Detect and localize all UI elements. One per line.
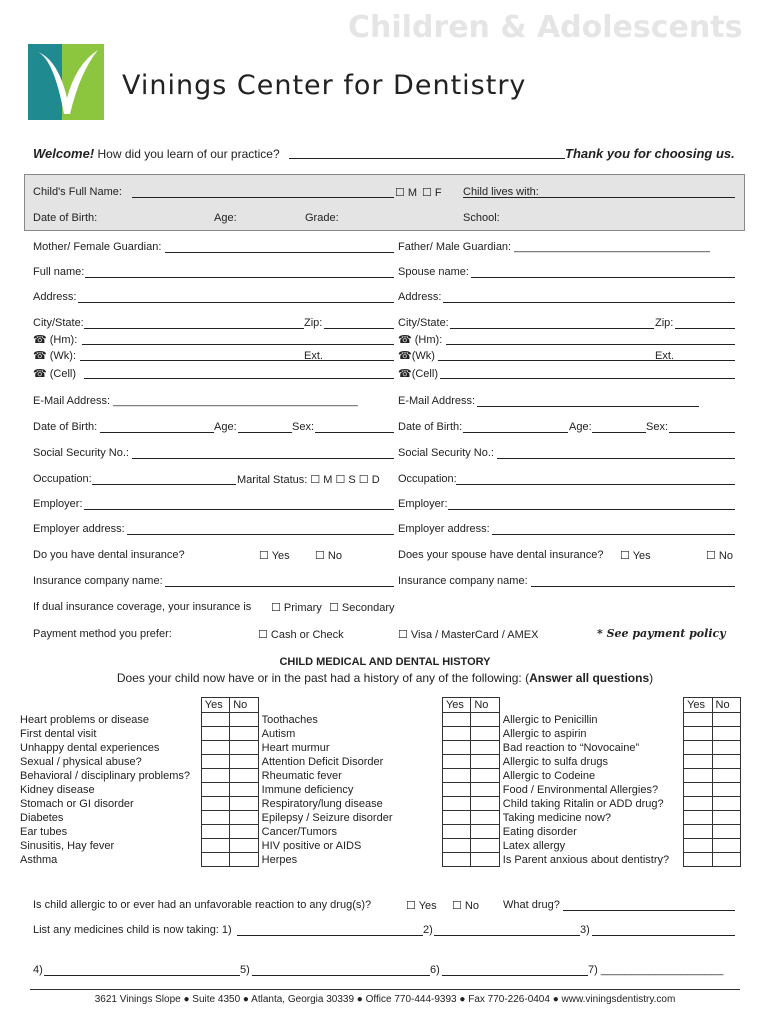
mother-cell-field[interactable] [84, 378, 394, 379]
no-checkbox[interactable] [712, 811, 741, 825]
mother-ins-company-field[interactable] [165, 586, 394, 587]
payment-method-label: Payment method you prefer: [33, 628, 172, 640]
mother-work-phone-label: ☎ (Wk): [33, 350, 77, 362]
no-checkbox[interactable] [712, 727, 741, 741]
table-row [17, 839, 741, 853]
primary-checkbox[interactable]: ☐ Primary [271, 602, 322, 614]
welcome-question: How did you learn of our practice? [97, 147, 280, 161]
yes-column-header: Yes [442, 698, 470, 713]
child-dob-label: Date of Birth: [33, 212, 98, 224]
mother-ssn-label: Social Security No.: [33, 447, 129, 459]
condition-label: Child taking Ritalin or ADD drug? [502, 797, 664, 810]
condition-label: Heart problems or disease [20, 713, 150, 726]
no-checkbox[interactable] [712, 839, 741, 853]
condition-label: Allergic to Penicillin [502, 713, 598, 726]
vinings-logo [24, 42, 104, 120]
father-label[interactable]: Father/ Male Guardian: ________________________________ [398, 241, 710, 253]
medicines-label: List any medicines child is now taking: 1) [33, 924, 232, 936]
table-row [17, 797, 741, 811]
no-checkbox[interactable] [471, 713, 499, 727]
father-occupation-field[interactable] [456, 484, 735, 485]
mother-occupation-field[interactable] [92, 484, 236, 485]
child-name-label: Child's Full Name: [33, 186, 122, 198]
yes-checkbox[interactable] [684, 769, 712, 783]
mother-home-phone-label: ☎ (Hm): [33, 334, 78, 346]
condition-label: Cancer/Tumors [261, 825, 338, 838]
footer-address: 3621 Vinings Slope ● Suite 4350 ● Atlanta, Georgia 30339 ● Office 770-444-9393 ● Fax 770-226-0404 ● www.viningsdentistry.com [94, 994, 676, 1005]
father-work-phone-field[interactable] [438, 360, 735, 361]
no-checkbox[interactable] [471, 853, 499, 867]
no-checkbox[interactable] [230, 783, 258, 797]
spouse-insurance-no[interactable]: ☐ No [706, 550, 733, 562]
father-sex-field[interactable] [669, 432, 735, 433]
condition-label: Unhappy dental experiences [20, 741, 160, 754]
footer-divider [30, 989, 740, 990]
condition-label: Heart murmur [261, 741, 330, 754]
no-checkbox[interactable] [230, 755, 258, 769]
mother-city-field[interactable] [84, 328, 304, 329]
condition-label: Is Parent anxious about dentistry? [502, 853, 670, 866]
mother-employer-field[interactable] [84, 509, 394, 510]
yes-checkbox[interactable] [201, 797, 229, 811]
practice-source-field[interactable] [289, 158, 565, 159]
payment-policy-note: * See payment policy [597, 627, 726, 640]
no-checkbox[interactable] [230, 811, 258, 825]
yes-checkbox[interactable] [201, 811, 229, 825]
no-checkbox[interactable] [471, 727, 499, 741]
spouse-insurance-yes[interactable]: ☐ Yes [620, 550, 651, 562]
yes-checkbox[interactable] [201, 727, 229, 741]
father-zip-field[interactable] [675, 328, 735, 329]
mother-insurance-yes[interactable]: ☐ Yes [259, 550, 290, 562]
yes-checkbox[interactable] [442, 769, 470, 783]
no-checkbox[interactable] [230, 741, 258, 755]
condition-label: Rheumatic fever [261, 769, 342, 782]
yes-checkbox[interactable] [442, 713, 470, 727]
marital-status[interactable]: Marital Status: ☐ M ☐ S ☐ D [237, 474, 380, 486]
thank-you-text: Thank you for choosing us. [565, 146, 735, 161]
father-employer-address-label: Employer address: [398, 523, 490, 535]
yes-checkbox[interactable] [684, 741, 712, 755]
father-email-field[interactable] [477, 406, 699, 407]
condition-label: Stomach or GI disorder [20, 797, 134, 810]
yes-checkbox[interactable] [684, 839, 712, 853]
table-row [17, 755, 741, 769]
mother-insurance-no[interactable]: ☐ No [315, 550, 342, 562]
yes-checkbox[interactable] [684, 811, 712, 825]
mother-field[interactable] [165, 252, 394, 253]
history-header-blank [17, 698, 201, 713]
mother-address-field[interactable] [78, 302, 394, 303]
mother-occupation-label: Occupation: [33, 473, 92, 485]
father-city-field[interactable] [450, 328, 654, 329]
condition-label: First dental visit [20, 727, 97, 740]
table-row [17, 741, 741, 755]
father-cell-label: ☎(Cell) [398, 368, 438, 380]
father-ssn-label: Social Security No.: [398, 447, 494, 459]
no-checkbox[interactable] [471, 741, 499, 755]
father-zip-label: Zip: [655, 317, 674, 329]
yes-checkbox[interactable] [684, 727, 712, 741]
mother-insurance-question: Do you have dental insurance? [33, 549, 185, 561]
no-checkbox[interactable] [471, 755, 499, 769]
yes-column-header: Yes [201, 698, 229, 713]
history-header-blank [499, 698, 683, 713]
yes-checkbox[interactable] [442, 797, 470, 811]
mother-age-label: Age: [214, 421, 237, 433]
mother-employer-address-label: Employer address: [33, 523, 125, 535]
lives-with-field[interactable] [463, 197, 735, 198]
yes-checkbox[interactable] [201, 769, 229, 783]
condition-label: Behavioral / disciplinary problems? [20, 769, 190, 782]
medicine-3-label: 3) [580, 924, 590, 936]
table-row [17, 727, 741, 741]
child-info-box [24, 174, 745, 231]
no-column-header: No [230, 698, 258, 713]
condition-label: Diabetes [20, 811, 64, 824]
condition-label: Autism [261, 727, 296, 740]
yes-checkbox[interactable] [201, 783, 229, 797]
no-checkbox[interactable] [230, 839, 258, 853]
mother-dob-field[interactable] [100, 432, 214, 433]
mother-sex-field[interactable] [315, 432, 394, 433]
mother-sex-label: Sex: [292, 421, 315, 433]
lives-with-label: Child lives with: [463, 186, 539, 198]
no-checkbox[interactable] [712, 755, 741, 769]
practice-title: Vinings Center for Dentistry [122, 70, 527, 101]
cash-check-checkbox[interactable]: ☐ Cash or Check [258, 629, 344, 641]
medicine-4-label: 4) [33, 964, 43, 976]
no-checkbox[interactable] [471, 825, 499, 839]
drug-allergy-question: Is child allergic to or ever had an unfavorable reaction to any drug(s)? [33, 899, 372, 911]
header-banner: Children & Adolescents [348, 10, 743, 45]
mother-zip-label: Zip: [304, 317, 323, 329]
no-checkbox[interactable] [471, 839, 499, 853]
what-drug-field[interactable] [563, 910, 735, 911]
condition-label: Asthma [20, 853, 58, 866]
mother-label: Mother/ Female Guardian: [33, 241, 162, 253]
mother-ext-label: Ext. [304, 350, 323, 362]
no-checkbox[interactable] [230, 769, 258, 783]
medicine-4-field[interactable] [44, 975, 240, 976]
mother-home-phone-field[interactable] [82, 344, 394, 345]
child-school-label: School: [463, 212, 500, 224]
father-city-label: City/State: [398, 317, 449, 329]
mother-address-label: Address: [33, 291, 77, 303]
no-checkbox[interactable] [471, 783, 499, 797]
yes-checkbox[interactable] [442, 825, 470, 839]
credit-card-checkbox[interactable]: ☐ Visa / MasterCard / AMEX [398, 629, 539, 641]
spouse-insurance-question: Does your spouse have dental insurance? [398, 549, 604, 561]
yes-checkbox[interactable] [684, 853, 712, 867]
condition-label: Sinusitis, Hay fever [20, 839, 115, 852]
table-row [17, 713, 741, 727]
history-subtitle-bold: Answer all questions [529, 671, 650, 685]
mother-fullname-field[interactable] [85, 277, 394, 278]
table-row [17, 853, 741, 867]
yes-checkbox[interactable] [684, 713, 712, 727]
condition-label: Respiratory/lung disease [261, 797, 383, 810]
no-checkbox[interactable] [712, 713, 741, 727]
child-grade-label: Grade: [305, 212, 339, 224]
no-checkbox[interactable] [712, 853, 741, 867]
condition-label: Toothaches [261, 713, 318, 726]
father-dob-field[interactable] [463, 432, 568, 433]
child-name-field[interactable] [132, 197, 394, 198]
history-header-blank [258, 698, 442, 713]
medicine-6-label: 6) [430, 964, 440, 976]
no-column-header: No [712, 698, 741, 713]
table-row [17, 783, 741, 797]
table-row [17, 811, 741, 825]
yes-checkbox[interactable] [201, 825, 229, 839]
mother-dob-label: Date of Birth: [33, 421, 98, 433]
mother-city-label: City/State: [33, 317, 84, 329]
no-checkbox[interactable] [712, 783, 741, 797]
condition-label: Herpes [261, 853, 298, 866]
father-age-label: Age: [569, 421, 592, 433]
father-dob-label: Date of Birth: [398, 421, 463, 433]
no-column-header: No [471, 698, 499, 713]
father-age-field[interactable] [592, 432, 646, 433]
table-row [17, 825, 741, 839]
mother-work-phone-field[interactable] [80, 360, 394, 361]
yes-checkbox[interactable] [684, 783, 712, 797]
father-email-label: E-Mail Address: [398, 395, 476, 407]
yes-checkbox[interactable] [442, 783, 470, 797]
condition-label: Sexual / physical abuse? [20, 755, 142, 768]
father-cell-field[interactable] [440, 378, 735, 379]
father-work-phone-label: ☎(Wk) [398, 350, 435, 362]
dual-coverage-label: If dual insurance coverage, your insurance is [33, 601, 252, 613]
father-ssn-field[interactable] [497, 458, 735, 459]
father-occupation-label: Occupation: [398, 473, 457, 485]
father-ins-company-field[interactable] [531, 586, 735, 587]
no-checkbox[interactable] [471, 811, 499, 825]
spouse-label: Spouse name: [398, 266, 469, 278]
condition-label: Allergic to Codeine [502, 769, 596, 782]
sex-f-checkbox[interactable]: ☐ F [422, 187, 442, 199]
condition-label: Immune deficiency [261, 783, 354, 796]
yes-checkbox[interactable] [201, 755, 229, 769]
history-subtitle-pre: Does your child now have or in the past had a history of any of the following: ( [116, 671, 530, 685]
what-drug-label: What drug? [503, 899, 560, 911]
mother-ins-company-label: Insurance company name: [33, 575, 163, 587]
drug-allergy-no[interactable]: ☐ No [452, 900, 479, 912]
yes-checkbox[interactable] [684, 797, 712, 811]
mother-employer-address-field[interactable] [127, 534, 394, 535]
father-address-field[interactable] [443, 302, 735, 303]
medicine-2-field[interactable] [434, 935, 580, 936]
mother-age-field[interactable] [238, 432, 292, 433]
condition-label: Eating disorder [502, 825, 577, 838]
medicine-3-field[interactable] [592, 935, 735, 936]
medicine-2-label: 2) [423, 924, 433, 936]
no-checkbox[interactable] [230, 853, 258, 867]
drug-allergy-yes[interactable]: ☐ Yes [406, 900, 437, 912]
no-checkbox[interactable] [230, 797, 258, 811]
father-ext-label: Ext. [655, 350, 674, 362]
medicine-5-label: 5) [240, 964, 250, 976]
condition-label: HIV positive or AIDS [261, 839, 362, 852]
sex-m-checkbox[interactable]: ☐ M [395, 187, 418, 199]
mother-fullname-label: Full name: [33, 266, 85, 278]
condition-label: Epilepsy / Seizure disorder [261, 811, 393, 824]
medicine-5-field[interactable] [252, 975, 430, 976]
table-row [17, 769, 741, 783]
no-checkbox[interactable] [471, 769, 499, 783]
condition-label: Taking medicine now? [502, 811, 612, 824]
condition-label: Allergic to sulfa drugs [502, 755, 608, 768]
condition-label: Food / Environmental Allergies? [502, 783, 659, 796]
father-ins-company-label: Insurance company name: [398, 575, 528, 587]
yes-checkbox[interactable] [442, 853, 470, 867]
yes-checkbox[interactable] [684, 755, 712, 769]
condition-label: Ear tubes [20, 825, 68, 838]
no-checkbox[interactable] [712, 741, 741, 755]
welcome-word: Welcome! [33, 146, 95, 161]
yes-checkbox[interactable] [201, 713, 229, 727]
father-employer-address-field[interactable] [492, 534, 735, 535]
no-checkbox[interactable] [471, 797, 499, 811]
welcome-line [33, 146, 280, 161]
father-home-phone-field[interactable] [446, 344, 735, 345]
yes-checkbox[interactable] [442, 727, 470, 741]
spouse-field[interactable] [471, 277, 735, 278]
yes-checkbox[interactable] [442, 755, 470, 769]
father-home-phone-label: ☎ (Hm): [398, 334, 443, 346]
medicine-6-field[interactable] [442, 975, 588, 976]
mother-email-label[interactable]: E-Mail Address: ________________________________________ [33, 395, 358, 407]
medicine-1-field[interactable] [237, 935, 423, 936]
father-address-label: Address: [398, 291, 442, 303]
history-subtitle-post: ) [649, 671, 654, 685]
no-checkbox[interactable] [712, 825, 741, 839]
history-subtitle [0, 671, 770, 685]
yes-checkbox[interactable] [201, 839, 229, 853]
yes-checkbox[interactable] [442, 811, 470, 825]
mother-cell-label: ☎ (Cell) [33, 368, 77, 380]
no-checkbox[interactable] [712, 769, 741, 783]
condition-label: Attention Deficit Disorder [261, 755, 384, 768]
history-header-row [17, 698, 741, 713]
mother-ssn-field[interactable] [132, 458, 394, 459]
yes-checkbox[interactable] [201, 741, 229, 755]
no-checkbox[interactable] [712, 797, 741, 811]
yes-checkbox[interactable] [442, 839, 470, 853]
medicine-7-label[interactable]: 7) ____________________ [588, 964, 724, 976]
history-table [17, 697, 741, 867]
no-checkbox[interactable] [230, 713, 258, 727]
child-age-label: Age: [214, 212, 237, 224]
yes-checkbox[interactable] [201, 853, 229, 867]
condition-label: Kidney disease [20, 783, 95, 796]
mother-zip-field[interactable] [324, 328, 394, 329]
yes-checkbox[interactable] [442, 741, 470, 755]
history-title: CHILD MEDICAL AND DENTAL HISTORY [279, 656, 491, 668]
father-sex-label: Sex: [646, 421, 669, 433]
no-checkbox[interactable] [230, 727, 258, 741]
yes-checkbox[interactable] [684, 825, 712, 839]
condition-label: Latex allergy [502, 839, 566, 852]
yes-column-header: Yes [684, 698, 712, 713]
no-checkbox[interactable] [230, 825, 258, 839]
mother-employer-label: Employer: [33, 498, 83, 510]
condition-label: Bad reaction to “Novocaine” [502, 741, 640, 754]
father-employer-label: Employer: [398, 498, 448, 510]
secondary-checkbox[interactable]: ☐ Secondary [329, 602, 395, 614]
condition-label: Allergic to aspirin [502, 727, 587, 740]
father-employer-field[interactable] [448, 509, 735, 510]
